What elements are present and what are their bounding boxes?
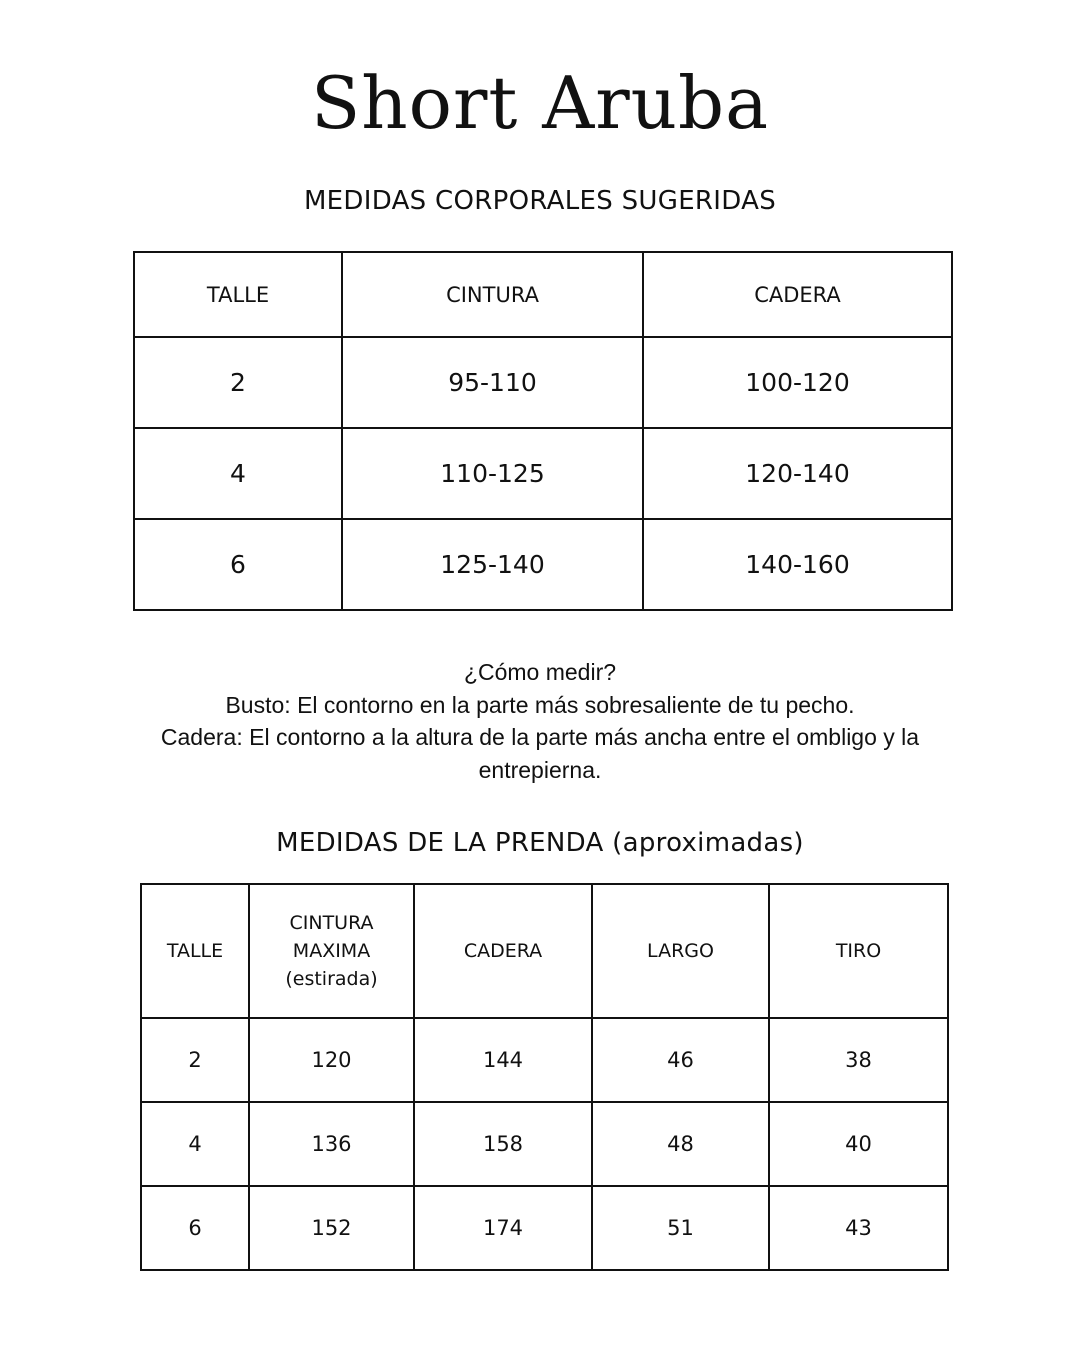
column-header-cintura-maxima-label: CINTURA MAXIMA (estirada) bbox=[285, 912, 378, 990]
cell-largo: 51 bbox=[592, 1186, 769, 1270]
table-row bbox=[134, 428, 952, 519]
cell-cadera: 144 bbox=[414, 1018, 592, 1102]
cell-talle: 2 bbox=[141, 1018, 249, 1102]
column-header-cintura-maxima bbox=[249, 884, 414, 1018]
cell-cadera: 120-140 bbox=[643, 428, 952, 519]
how-to-measure bbox=[120, 656, 960, 786]
garment-measurements-heading: MEDIDAS DE LA PRENDA (aproximadas) bbox=[276, 828, 804, 858]
cell-talle: 4 bbox=[141, 1102, 249, 1186]
column-header-largo: LARGO bbox=[592, 884, 769, 1018]
table-header-row bbox=[134, 252, 952, 337]
cell-cadera: 100-120 bbox=[643, 337, 952, 428]
table-row bbox=[141, 1102, 948, 1186]
cell-largo: 48 bbox=[592, 1102, 769, 1186]
cell-cintura: 110-125 bbox=[342, 428, 643, 519]
column-header-tiro: TIRO bbox=[769, 884, 948, 1018]
cell-cadera: 158 bbox=[414, 1102, 592, 1186]
cell-talle: 4 bbox=[134, 428, 342, 519]
page-title: Short Aruba bbox=[310, 61, 770, 145]
table-header-row bbox=[141, 884, 948, 1018]
cell-cadera: 140-160 bbox=[643, 519, 952, 610]
table-row bbox=[134, 519, 952, 610]
hip-instruction: Cadera: El contorno a la altura de la parte más ancha entre el ombligo y la entrepierna. bbox=[160, 724, 920, 783]
cell-talle: 6 bbox=[141, 1186, 249, 1270]
cell-cintura-maxima: 120 bbox=[249, 1018, 414, 1102]
how-to-measure-question: ¿Cómo medir? bbox=[463, 659, 617, 685]
cell-cintura: 125-140 bbox=[342, 519, 643, 610]
body-measurements-table bbox=[133, 251, 953, 611]
cell-cadera: 174 bbox=[414, 1186, 592, 1270]
cell-tiro: 38 bbox=[769, 1018, 948, 1102]
cell-largo: 46 bbox=[592, 1018, 769, 1102]
cell-cintura-maxima: 136 bbox=[249, 1102, 414, 1186]
cell-cintura-maxima: 152 bbox=[249, 1186, 414, 1270]
column-header-cadera: CADERA bbox=[414, 884, 592, 1018]
cell-cintura: 95-110 bbox=[342, 337, 643, 428]
column-header-talle: TALLE bbox=[134, 252, 342, 337]
table-row bbox=[141, 1018, 948, 1102]
cell-talle: 6 bbox=[134, 519, 342, 610]
cell-talle: 2 bbox=[134, 337, 342, 428]
cell-tiro: 43 bbox=[769, 1186, 948, 1270]
column-header-talle: TALLE bbox=[141, 884, 249, 1018]
column-header-cintura: CINTURA bbox=[342, 252, 643, 337]
bust-instruction: Busto: El contorno en la parte más sobresaliente de tu pecho. bbox=[225, 691, 855, 718]
column-header-cadera: CADERA bbox=[643, 252, 952, 337]
garment-measurements-table bbox=[140, 883, 949, 1271]
cell-tiro: 40 bbox=[769, 1102, 948, 1186]
table-row bbox=[141, 1186, 948, 1270]
body-measurements-heading: MEDIDAS CORPORALES SUGERIDAS bbox=[303, 186, 777, 216]
table-row bbox=[134, 337, 952, 428]
